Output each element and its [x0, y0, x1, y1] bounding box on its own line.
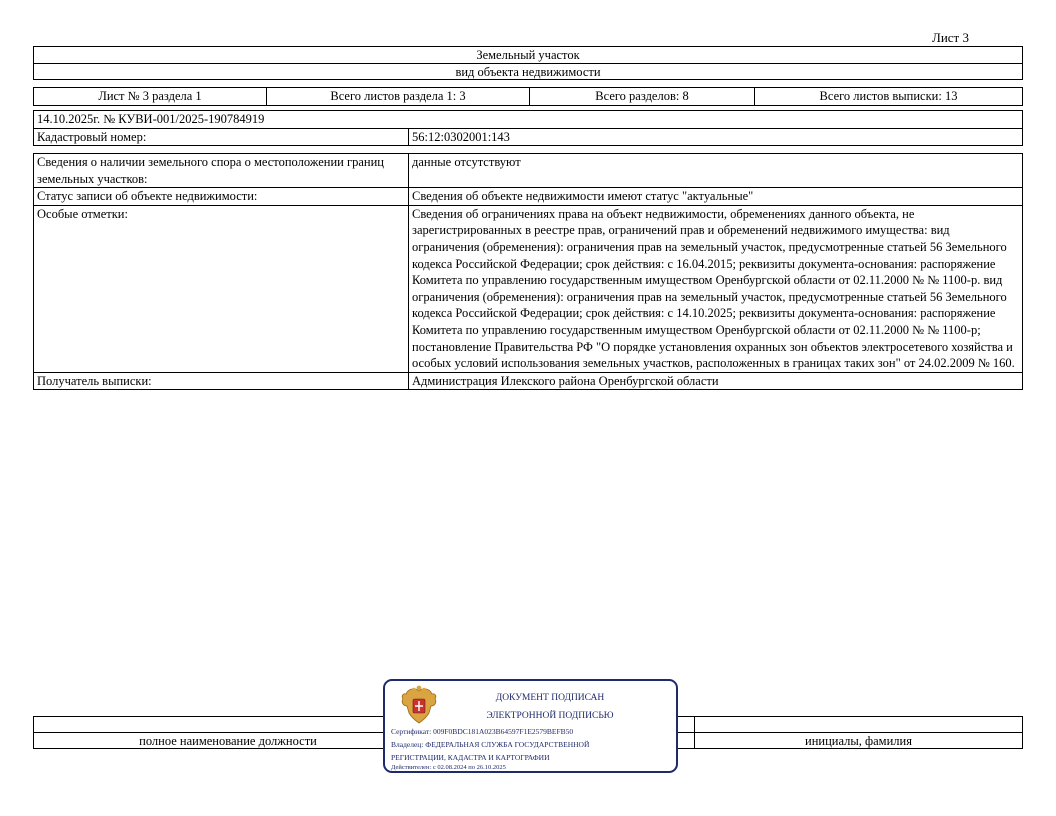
special-notes-label: Особые отметки: [34, 205, 409, 372]
record-status-value: Сведения об объекте недвижимости имеют статус "актуальные" [409, 188, 1023, 206]
sheet-info-table [33, 87, 1023, 106]
object-type: Земельный участок [476, 48, 580, 62]
recipient-value: Администрация Илекского района Оренбургской области [409, 372, 1023, 390]
position-caption: полное наименование должности [139, 734, 317, 748]
record-status-label: Статус записи об объекте недвижимости: [34, 188, 409, 206]
electronic-signature-stamp [383, 679, 678, 773]
cadastral-number-value: 56:12:0302001:143 [409, 128, 1023, 146]
sheet-number: Лист 3 [932, 30, 969, 45]
table-row [34, 372, 1023, 390]
stamp-certificate: Сертификат: 009F0BDC181A023B64597F1E2579BEFB50 [391, 727, 574, 736]
land-dispute-label: Сведения о наличии земельного спора о местоположении границ земельных участков: [34, 154, 409, 188]
table-row [34, 154, 1023, 188]
special-notes-value: Сведения об ограничениях права на объект недвижимости, обременениях данного объекта, не зарегистрированных в реестре прав, ограничений прав и обременений недвижимого имущества: вид ограничения (обременения): ограничения прав на земельный участок, предусмотренные статьей 56 Земельного кодекса Российской Федерации; срок действия: с 16.04.2015; реквизиты документа-основания: распоряжение Комитета по управлению государственным имуществом Оренбургской области от 02.11.2000 № № 1100-р. вид ограничения (обременения): ограничения прав на земельный участок, предусмотренные статьей 56 Земельного кодекса Российской Федерации; срок действия: с 14.10.2025; реквизиты документа-основания: распоряжение Комитета по управлению государственным имуществом Оренбургской области от 02.11.2000 № № 1100-р; постановление Правительства РФ "О порядке установления охранных зон объектов электросетевого хозяйства и особых условий использования земельных участков, расположенных в границах таких зон" от 24.02.2009 № 160. [409, 205, 1023, 372]
total-sheets: Всего листов выписки: 13 [755, 88, 1023, 106]
stamp-title-line1: ДОКУМЕНТ ПОДПИСАН [495, 693, 605, 703]
sheets-in-section: Всего листов раздела 1: 3 [267, 88, 530, 106]
land-dispute-value: данные отсутствуют [409, 154, 1023, 188]
stamp-validity: Действителен: с 02.08.2024 по 26.10.2025 [391, 764, 506, 771]
table-row [34, 205, 1023, 372]
registration-table [33, 110, 1023, 146]
stamp-title-line2: ЭЛЕКТРОННОЙ ПОДПИСЬЮ [486, 711, 614, 721]
details-table [33, 153, 1023, 390]
object-kind-caption: вид объекта недвижимости [34, 63, 1022, 80]
table-row [34, 188, 1023, 206]
name-caption: инициалы, фамилия [805, 734, 912, 748]
coat-of-arms-icon [400, 685, 438, 729]
sheet-of-section: Лист № 3 раздела 1 [34, 88, 267, 106]
stamp-owner: Владелец: ФЕДЕРАЛЬНАЯ СЛУЖБА ГОСУДАРСТВЕННОЙ [391, 740, 590, 749]
cadastral-number-label: Кадастровый номер: [34, 128, 409, 146]
registration-date-number: 14.10.2025г. № КУВИ-001/2025-190784919 [34, 111, 1023, 129]
stamp-owner-continued: РЕГИСТРАЦИИ, КАДАСТРА И КАРТОГРАФИИ [391, 753, 550, 762]
recipient-label: Получатель выписки: [34, 372, 409, 390]
total-sections: Всего разделов: 8 [530, 88, 755, 106]
object-title-box [33, 46, 1023, 80]
